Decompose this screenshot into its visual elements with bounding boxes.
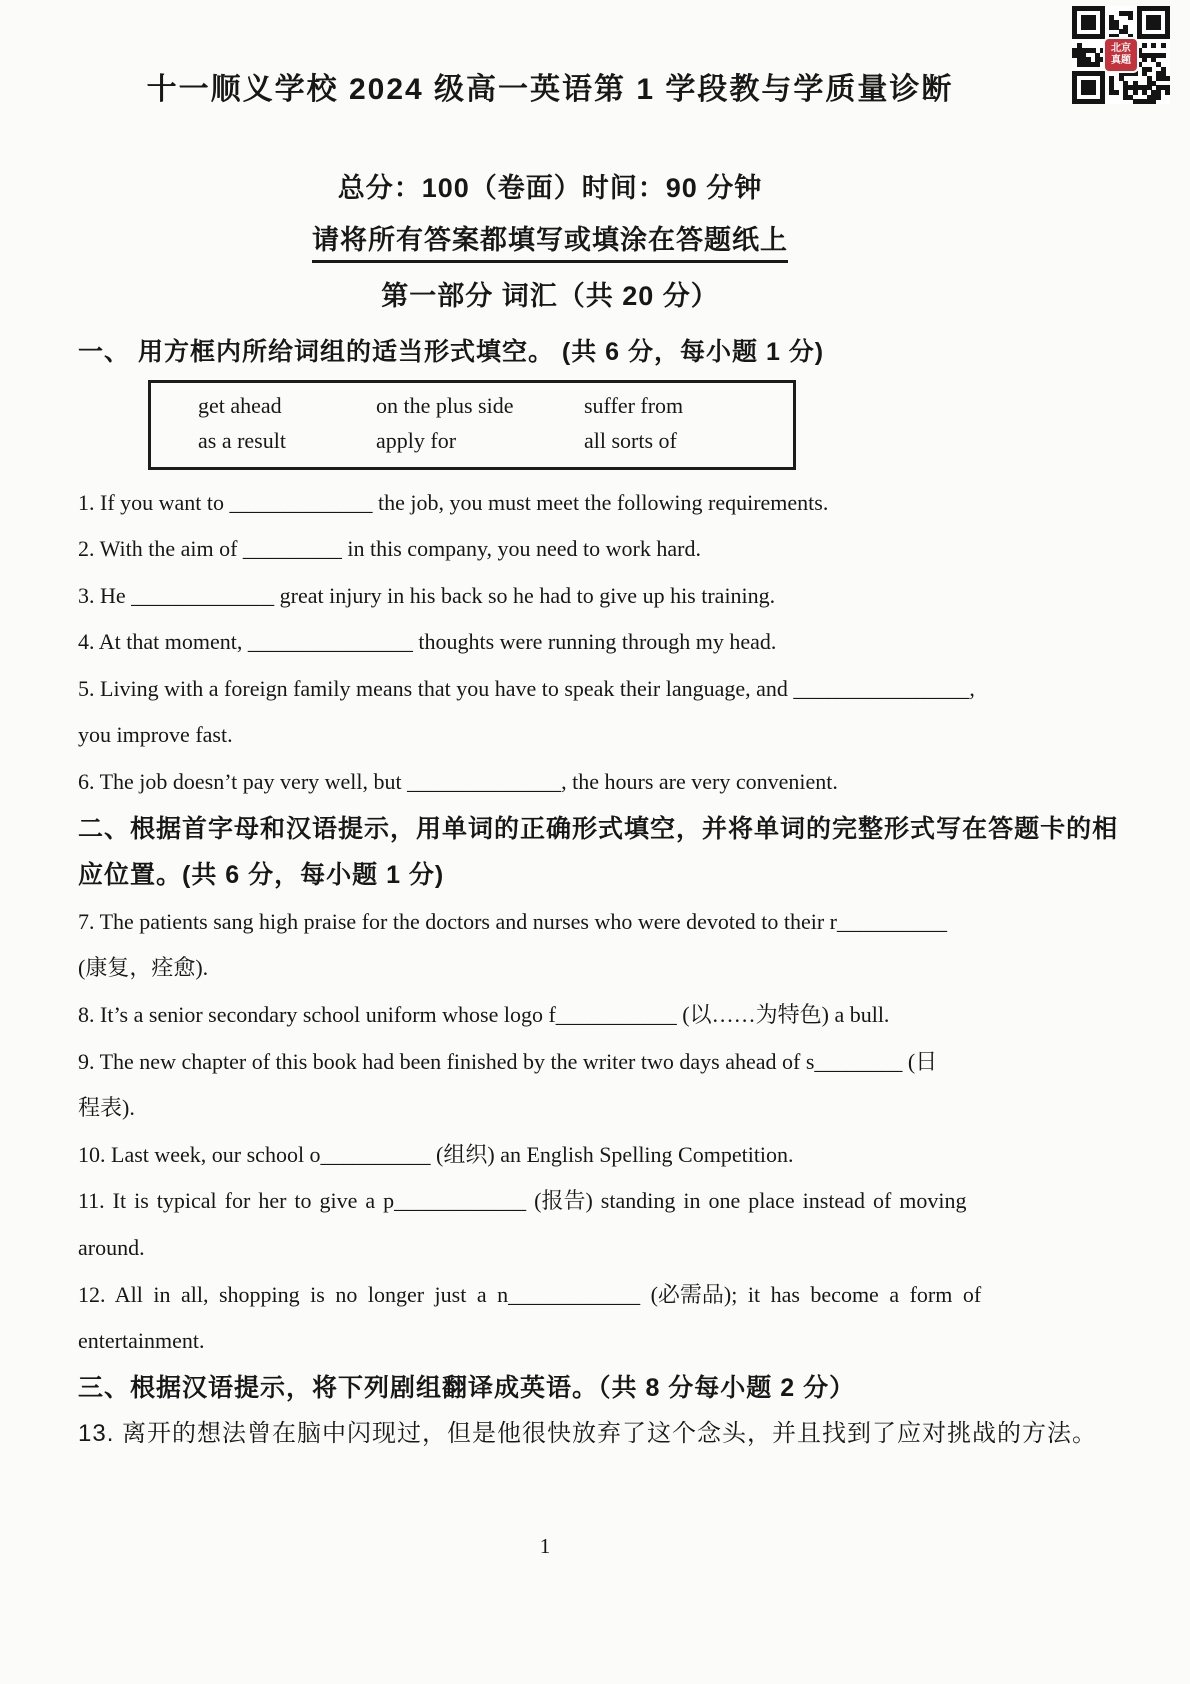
heading-seg: 二、根据首字母和汉语提示，用	[78, 814, 443, 843]
question-6: 6. The job doesn’t pay very well, but ______________, the hours are very convenient.	[78, 769, 838, 795]
question-5-line2: you improve fast.	[78, 722, 233, 748]
qr-badge-line1: 北京	[1111, 43, 1131, 54]
phrase-on-the-plus-side: on the plus side	[376, 393, 514, 418]
question-8: 8. It’s a senior secondary school uniform whose logo f___________ (以……为特色) a bull.	[78, 1002, 890, 1028]
answer-sheet-notice	[30, 218, 1070, 263]
qr-badge-line2: 真题	[1111, 55, 1131, 66]
paper-title: 十一顺义学校 2024 级高一英语第 1 学段教与学质量诊断	[146, 73, 954, 106]
qr-center-badge	[1103, 37, 1139, 73]
phrase-apply-for: apply for	[376, 428, 457, 453]
section-two-heading-line1	[78, 806, 1118, 853]
heading-seg: ，并将单词的	[676, 814, 833, 843]
question-10: 10. Last week, our school o__________ (组织) an English Spelling Competition.	[78, 1141, 794, 1167]
heading-seg: 写在答题卡的相	[936, 814, 1119, 843]
notice-text: 请将所有答案都填写或填涂在答题纸上	[312, 218, 788, 263]
qr-finder-bottom-left	[1072, 71, 1105, 104]
heading-underlined-seg: 单词的正确形式填空	[442, 814, 677, 843]
question-9-line2: 程表).	[78, 1095, 135, 1121]
question-4: 4. At that moment, _______________ thoughts were running through my head.	[78, 629, 777, 655]
question-12-line1: 12. All in all, shopping is no longer just a n____________ (必需品); it has become a form of	[78, 1281, 982, 1307]
question-7-line1: 7. The patients sang high praise for the doctors and nurses who were devoted to their r__________	[78, 908, 947, 934]
section-two-heading-line2: 应位置。(共 6 分，每小题 1 分)	[78, 861, 445, 890]
section-three-heading: 三、根据汉语提示，将下列剧组翻译成英语。（共 8 分每小题 2 分）	[78, 1373, 856, 1402]
page-number: 1	[539, 1534, 551, 1558]
question-9-line1: 9. The new chapter of this book had been finished by the writer two days ahead of s________ (日	[78, 1048, 938, 1074]
question-11-line2: around.	[78, 1235, 145, 1260]
question-13: 13. 离开的想法曾在脑中闪现过，但是他很快放弃了这个念头，并且找到了应对挑战的方法。	[78, 1420, 1098, 1448]
section-one-heading: 一、 用方框内所给词组的适当形式填空。 (共 6 分，每小题 1 分)	[78, 338, 825, 366]
phrase-all-sorts-of: all sorts of	[584, 428, 677, 453]
question-5-line1: 5. Living with a foreign family means that you have to speak their language, and ________________,	[78, 675, 975, 701]
question-11-line1: 11. It is typical for her to give a p____________ (报告) standing in one place instead of moving	[78, 1188, 967, 1214]
question-12-line2: entertainment.	[78, 1328, 205, 1354]
qr-finder-top-left	[1072, 6, 1105, 39]
heading-underlined-seg: 完整形式	[832, 814, 937, 843]
question-3: 3. He _____________ great injury in his back so he had to give up his training.	[78, 582, 776, 608]
phrase-get-ahead: get ahead	[198, 393, 282, 418]
question-7-line2: (康复，痊愈).	[78, 955, 209, 981]
part-one-title: 第一部分 词汇（共 20 分）	[381, 281, 719, 311]
phrase-word-box	[148, 380, 796, 470]
score-time-line: 总分：100（卷面）时间：90 分钟	[337, 173, 763, 203]
question-1: 1. If you want to _____________ the job, you must meet the following requirements.	[78, 489, 829, 515]
qr-finder-top-right	[1137, 6, 1170, 39]
question-2: 2. With the aim of _________ in this company, you need to work hard.	[78, 536, 701, 562]
qr-code	[1072, 6, 1170, 104]
phrase-suffer-from: suffer from	[584, 393, 684, 418]
phrase-as-a-result: as a result	[198, 428, 286, 453]
